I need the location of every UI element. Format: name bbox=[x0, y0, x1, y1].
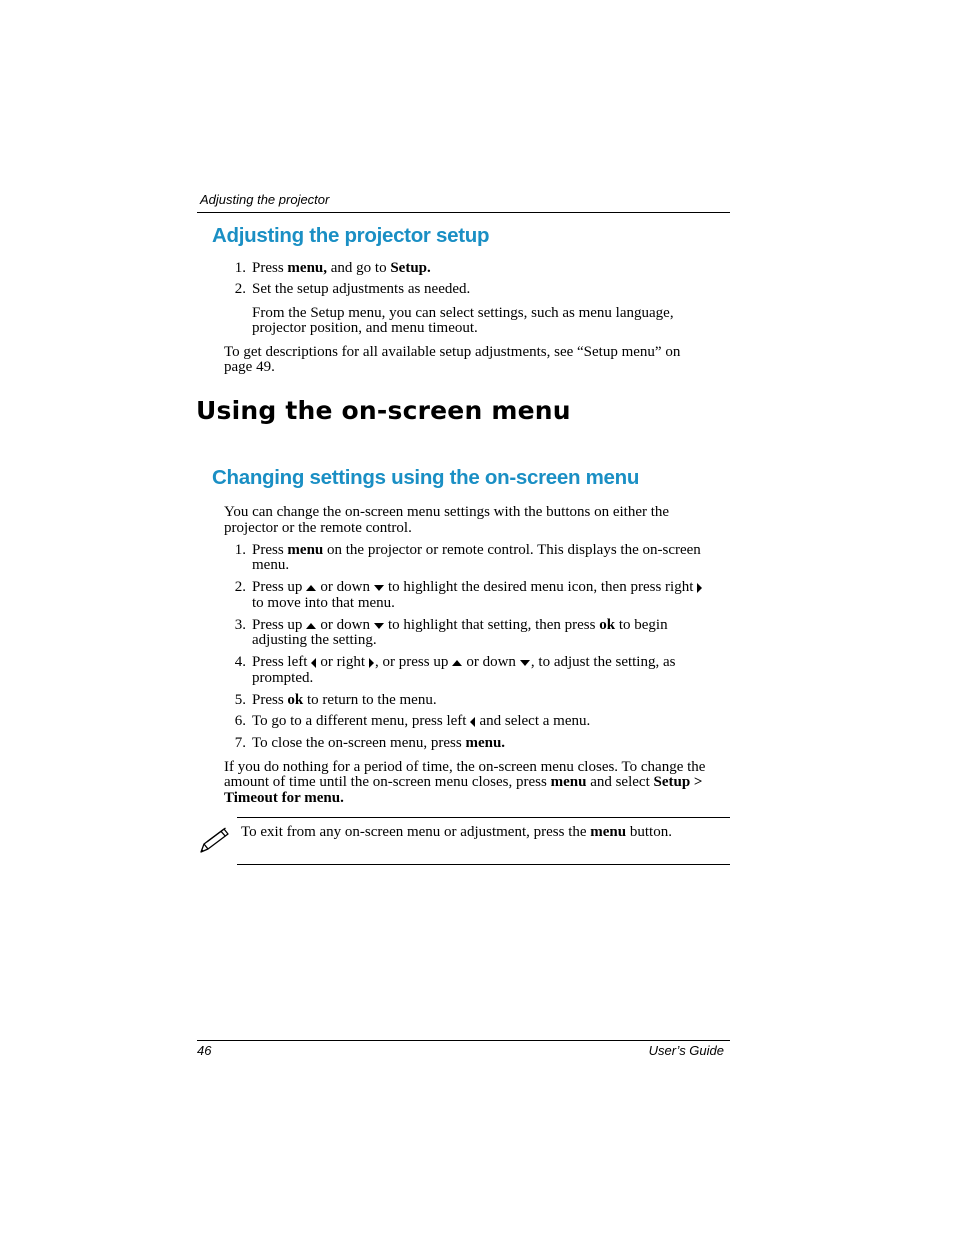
running-header: Adjusting the projector bbox=[200, 192, 330, 207]
list-item: Press left or right , or press up or down , to adjust the setting, as bbox=[252, 654, 676, 670]
paragraph-line: You can change the on-screen menu settings with the buttons on either the bbox=[224, 504, 670, 520]
paragraph-line: From the Setup menu, you can select settings, such as menu language, bbox=[252, 305, 674, 321]
paragraph-line: amount of time until the on-screen menu closes, press menu and select Setup > bbox=[224, 774, 703, 790]
list-number: 3. bbox=[234, 617, 246, 633]
note-top-rule bbox=[237, 817, 730, 818]
list-number: 1. bbox=[234, 260, 246, 276]
paragraph-line: projector position, and menu timeout. bbox=[252, 320, 478, 336]
right-arrow-icon bbox=[369, 658, 374, 668]
list-number: 2. bbox=[234, 579, 246, 595]
paragraph-line: To get descriptions for all available setup adjustments, see “Setup menu” on bbox=[224, 344, 681, 360]
list-item-continuation: menu. bbox=[252, 557, 290, 573]
list-item: To close the on-screen menu, press menu. bbox=[252, 735, 506, 751]
up-arrow-icon bbox=[306, 585, 316, 591]
list-number: 5. bbox=[234, 692, 246, 708]
list-item-continuation: prompted. bbox=[252, 670, 314, 686]
paragraph-line: projector or the remote control. bbox=[224, 520, 412, 536]
header-rule bbox=[197, 212, 730, 213]
list-number: 1. bbox=[234, 542, 246, 558]
list-item: Set the setup adjustments as needed. bbox=[252, 281, 471, 297]
paragraph-line: If you do nothing for a period of time, the on-screen menu closes. To change the bbox=[224, 759, 706, 775]
page-number: 46 bbox=[197, 1043, 212, 1058]
down-arrow-icon bbox=[520, 660, 530, 666]
chapter-title: Using the on-screen menu bbox=[196, 396, 571, 425]
list-item: Press up or down to highlight the desired menu icon, then press right bbox=[252, 580, 732, 596]
note-bottom-rule bbox=[237, 864, 730, 865]
up-arrow-icon bbox=[452, 660, 462, 666]
section-heading-changing: Changing settings using the on-screen menu bbox=[212, 466, 640, 489]
note-text: To exit from any on-screen menu or adjustment, press the menu button. bbox=[241, 824, 672, 840]
up-arrow-icon bbox=[306, 623, 316, 629]
list-number: 7. bbox=[234, 735, 246, 751]
list-number: 4. bbox=[234, 654, 246, 670]
list-item: To go to a different menu, press left and select a menu. bbox=[252, 713, 591, 729]
list-item: Press up or down to highlight that setting, then press ok to begin bbox=[252, 617, 668, 633]
down-arrow-icon bbox=[374, 623, 384, 629]
left-arrow-icon bbox=[311, 658, 316, 668]
paragraph-line: Timeout for menu. bbox=[224, 790, 344, 806]
list-number: 6. bbox=[234, 713, 246, 729]
left-arrow-icon bbox=[470, 717, 475, 727]
pencil-icon bbox=[197, 826, 231, 854]
list-number: 2. bbox=[234, 281, 246, 297]
list-item: Press menu on the projector or remote control. This displays the on-screen bbox=[252, 542, 701, 558]
list-item: Press menu, and go to Setup. bbox=[252, 260, 431, 276]
list-item-continuation: adjusting the setting. bbox=[252, 632, 377, 648]
footer-rule bbox=[197, 1040, 730, 1041]
list-item: Press ok to return to the menu. bbox=[252, 692, 437, 708]
right-arrow-icon bbox=[697, 583, 702, 593]
footer-guide-title: User’s Guide bbox=[648, 1043, 724, 1058]
list-item-continuation: to move into that menu. bbox=[252, 595, 395, 611]
section-heading-setup: Adjusting the projector setup bbox=[212, 224, 490, 247]
down-arrow-icon bbox=[374, 585, 384, 591]
paragraph-line: page 49. bbox=[224, 359, 275, 375]
